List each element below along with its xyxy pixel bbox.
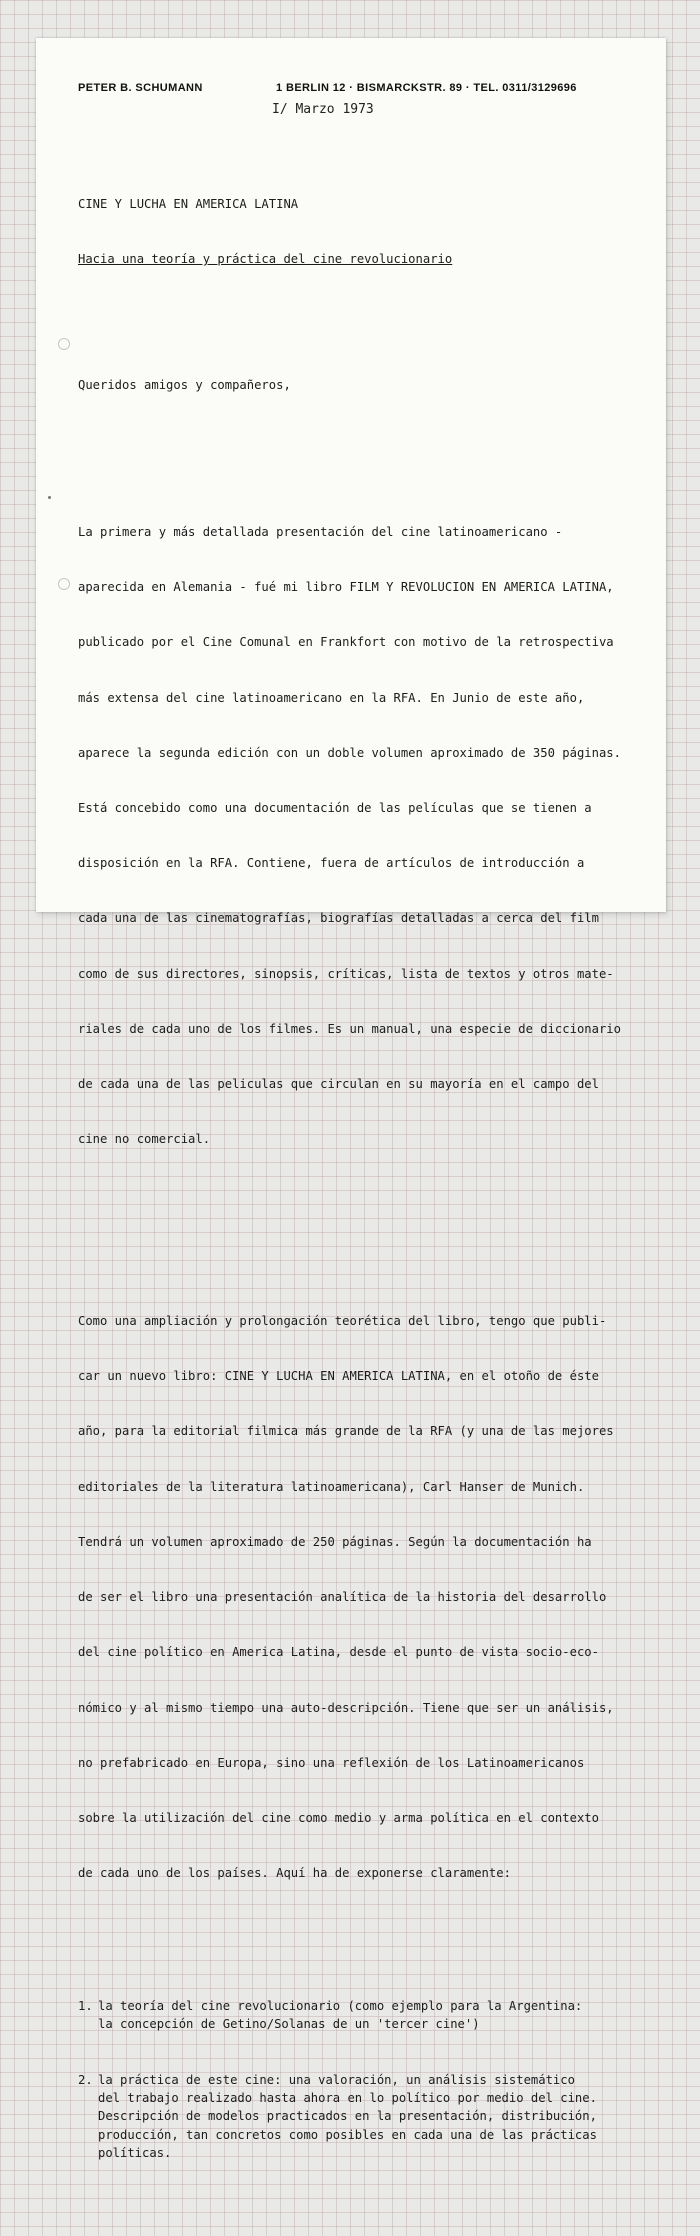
text-line: la práctica de este cine: una valoración, un análisis sistemático [98,2072,575,2087]
punch-hole-mark [58,338,70,350]
text-line: Tendrá un volumen aproximado de 250 páginas. Según la documentación ha [78,1534,592,1549]
text-line: Está concebido como una documentación de las películas que se tienen a [78,801,592,815]
text-line: cada una de las cinematografías, biografías detalladas a cerca del film [78,911,599,926]
document-title: CINE Y LUCHA EN AMERICA LATINA [78,196,299,211]
text-line: riales de cada uno de los filmes. Es un manual, una especie de diccionario [78,1021,621,1036]
paragraph-1 [78,486,648,1185]
text-line: sobre la utilización del cine como medio y arma política en el contexto [78,1810,599,1825]
text-line: año, para la editorial filmica más grande de la RFA (y una de las mejores [78,1424,614,1439]
text-line: cine no comercial. [78,1132,211,1147]
numbered-list [78,1960,648,2199]
list-text [98,1997,582,2034]
list-item [78,1997,648,2034]
text-line: la teoría del cine revolucionario (como ejemplo para la Argentina: [98,1999,583,2013]
letter-sheet [36,38,666,2161]
text-line: aparecida en Alemania - fué mi libro FILM Y REVOLUCION EN AMERICA LATINA, [78,580,614,595]
text-line: producción, tan concretos como posibles en cada una de las prácticas [98,2127,597,2142]
text-line: publicado por el Cine Comunal en Frankfort con motivo de la retrospectiva [78,635,614,650]
sender-address: 1 BERLIN 12 · BISMARCKSTR. 89 · TEL. 0311/3129696 [276,82,577,94]
text-line: de ser el libro una presentación analítica de la historia del desarrollo [78,1590,607,1605]
salutation: Queridos amigos y compañeros, [78,378,291,393]
text-line: del trabajo realizado hasta ahora en lo político por medio del cine. [98,2091,597,2106]
punch-hole-mark [58,578,70,590]
text-line: de cada uno de los países. Aquí ha de exponerse claramente: [78,1866,511,1881]
list-item [78,2071,648,2163]
text-line: no prefabricado en Europa, sino una reflexión de los Latinoamericanos [78,1755,585,1770]
text-line: de cada una de las peliculas que circulan en su mayoría en el campo del [78,1077,599,1092]
list-number: 2. [78,2072,93,2087]
paragraph-2 [78,1275,648,1919]
text-line: Descripción de modelos practicados en la presentación, distribución, [98,2109,597,2124]
letter-date: I/ Marzo 1973 [272,102,374,117]
text-line: editoriales de la literatura latinoamericana), Carl Hanser de Munich. [78,1479,585,1494]
text-line: Como una ampliación y prolongación teorética del libro, tengo que publi- [78,1313,607,1328]
document-subtitle: Hacia una teoría y práctica del cine revolucionario [78,252,453,267]
text-line: car un nuevo libro: CINE Y LUCHA EN AMERICA LATINA, en el otoño de éste [78,1369,599,1384]
letter-body [78,158,648,2236]
ink-dot [48,496,51,499]
text-line: la concepción de Getino/Solanas de un 'tercer cine') [98,2017,480,2032]
text-line: políticas. [98,2146,172,2161]
list-text [98,2071,597,2163]
text-line: aparece la segunda edición con un doble volumen aproximado de 350 páginas. [78,745,621,760]
text-line: del cine político en America Latina, desde el punto de vista socio-eco- [78,1645,599,1660]
text-line: La primera y más detallada presentación del cine latinoamericano - [78,524,563,539]
text-line: nómico y al mismo tiempo una auto-descripción. Tiene que ser un análisis, [78,1700,614,1715]
text-line: más extensa del cine latinoamericano en la RFA. En Junio de este año, [78,690,585,705]
sender-name: PETER B. SCHUMANN [78,82,203,94]
text-line: como de sus directores, sinopsis, críticas, lista de textos y otros mate- [78,966,614,981]
list-number: 1. [78,1999,93,2013]
text-line: disposición en la RFA. Contiene, fuera de artículos de introducción a [78,856,585,871]
